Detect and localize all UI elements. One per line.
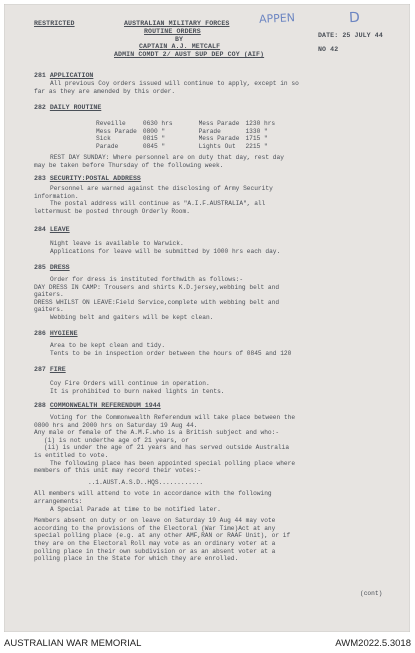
section-285-text: Order for dress is instituted forthwith as follows:- DAY DRESS IN CAMP: Trousers and shirts K.D.jersey,webbing belt and gaiters. DRESS WHILST ON LEAVE:Field Service,complete with webbing belt and gaiters. Webbing belt and gaiters will be kept clean. <box>34 276 280 321</box>
header-by: BY <box>175 36 184 43</box>
header-officer: CAPTAIN A.J. METCALF <box>139 43 221 50</box>
section-283-text: Personnel are warned against the disclosing of Army Security information. The postal address will continue as "A.I.F.AUSTRALIA", all lettermust be posted through Orderly Room. <box>34 185 273 215</box>
header-subtitle: ROUTINE ORDERS <box>144 28 201 35</box>
order-date: DATE: 25 JULY 44 <box>318 32 383 39</box>
footer-accession: AWM2022.5.3018 <box>335 638 411 649</box>
section-285-heading: 285 DRESS <box>34 264 70 271</box>
order-number: NO 42 <box>318 46 339 53</box>
table-row: Parade 0845 " Lights Out 2215 " <box>96 142 268 150</box>
section-287-heading: 287 FIRE <box>34 366 66 373</box>
classification: RESTRICTED <box>34 20 75 27</box>
table-row: Mess Parade 0800 " Parade 1330 " <box>96 127 268 135</box>
section-283-heading: 283 SECURITY:POSTAL ADDRESS <box>34 175 141 182</box>
section-281-text: All previous Coy orders issued will continue to apply, except in so far as they are amended by this order. <box>34 80 299 95</box>
section-288-text: Voting for the Commonwealth Referendum will take place between the 0800 hrs and 2000 hrs on Saturday 19 Aug 44. Any male or female of the A.M.F.who is a British subject and who:- (i) is not underthe age of 21 years, or (ii) is under the age of 21 years and has served outside Australia is entitled to vote. The following place has been appointed special polling place where members of this unit may record their votes:- ..1.AUST.A.S.D..HQS............ All members will attend to vote in accordance with the following arrangements: A Special Parade at time to be notified later. Members absent on duty or on leave on Saturday 19 Aug 44 may vote according to the provisions of the Electoral (War Time)Act at any special polling place (e.g. at any other AMF,RAN or RAAF Unit), or if they are on the Electoral Roll may vote as an ordinary voter at a polling place in their own subdivision or as an absent voter at a polling place in the State for which they are enrolled. <box>34 414 296 563</box>
header-unit: ADMIN COMDT 2/ AUST SUP DEP COY (AIF) <box>114 51 265 58</box>
footer-source: AUSTRALIAN WAR MEMORIAL <box>4 638 142 649</box>
section-286-text: Area to be kept clean and tidy. Tents to be in inspection order between the hours of 0845 and 120 <box>50 342 292 357</box>
continued-marker: (cont) <box>360 590 383 597</box>
footer-bar <box>0 634 415 653</box>
section-284-text: Night leave is available to Warwick. Applications for leave will be submitted by 1000 hrs each day. <box>50 240 281 255</box>
table-row: Sick 0815 " Mess Parade 1715 " <box>96 135 268 143</box>
header-title: AUSTRALIAN MILITARY FORCES <box>124 20 230 27</box>
section-282-heading: 282 DAILY ROUTINE <box>34 104 102 111</box>
section-284-heading: 284 LEAVE <box>34 226 70 233</box>
daily-routine-table <box>96 120 281 150</box>
section-287-text: Coy Fire Orders will continue in operation. It is prohibited to burn naked lights in tents. <box>50 380 225 395</box>
table-row: Reveille 0630 hrs Mess Parade 1230 hrs <box>96 120 276 127</box>
document-page <box>4 4 410 632</box>
section-281-heading: 281 APPLICATION <box>34 72 94 79</box>
section-288-heading: 288 COMMONWEALTH REFERENDUM 1944 <box>34 402 161 409</box>
section-286-heading: 286 HYGIENE <box>34 330 78 337</box>
section-282-text: REST DAY SUNDAY: Where personnel are on duty that day, rest day may be taken before Thursday of the following week. <box>34 154 284 169</box>
handwritten-letter: D <box>348 9 361 27</box>
handwritten-note: APPEN <box>258 11 296 26</box>
